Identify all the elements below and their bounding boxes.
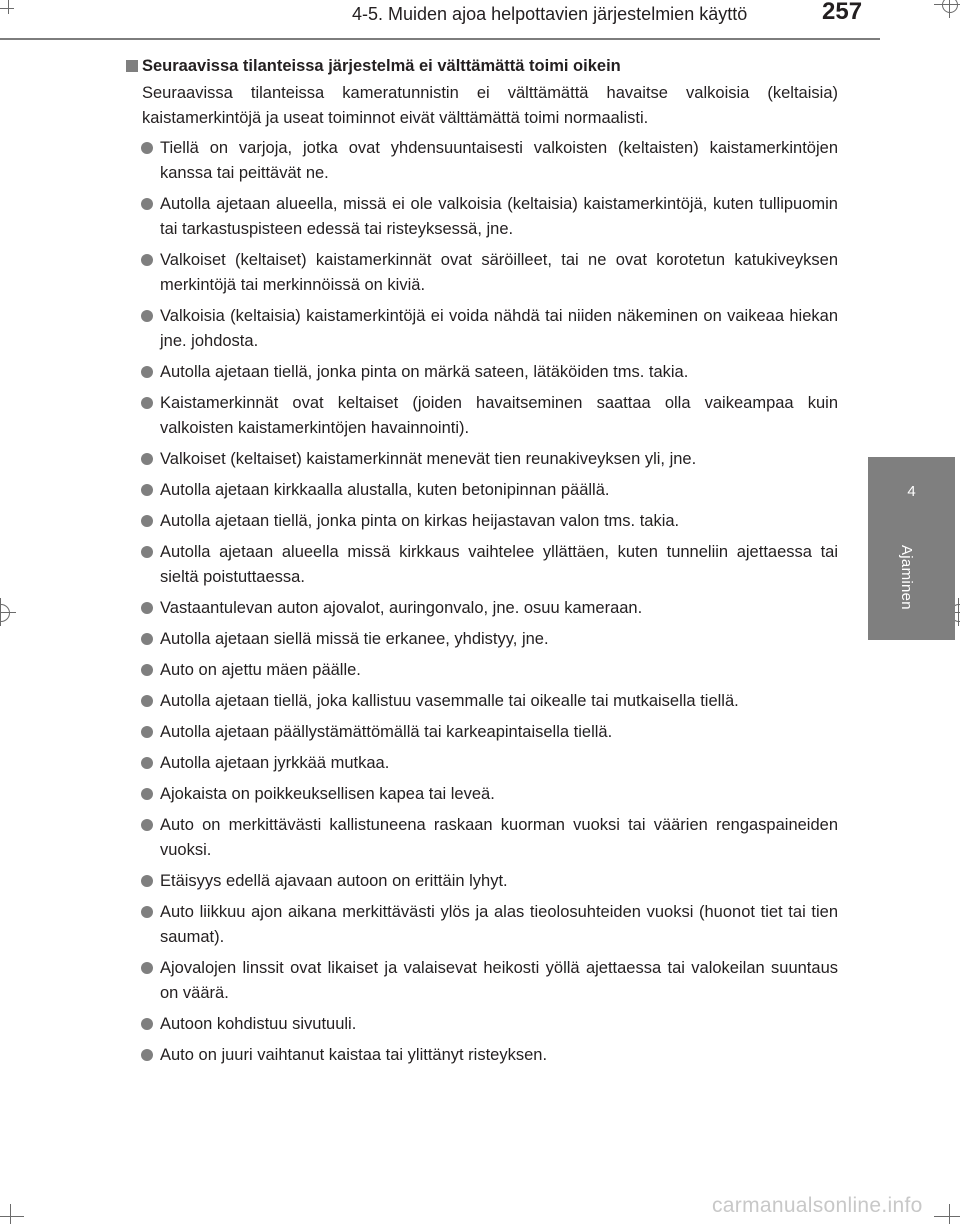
- list-item: [126, 304, 838, 354]
- list-item: [126, 192, 838, 242]
- list-item: [126, 869, 838, 894]
- list-item: [126, 900, 838, 950]
- list-item: [126, 248, 838, 298]
- square-bullet-icon: [126, 60, 138, 72]
- circle-bullet-icon: [141, 453, 153, 465]
- circle-bullet-icon: [141, 546, 153, 558]
- circle-bullet-icon: [141, 198, 153, 210]
- circle-bullet-icon: [141, 819, 153, 831]
- list-item-text: Valkoiset (keltaiset) kaistamerkinnät menevät tien reunakiveyksen yli, jne.: [160, 450, 697, 468]
- list-item: [126, 478, 838, 503]
- section-heading: [126, 54, 838, 79]
- circle-bullet-icon: [141, 695, 153, 707]
- list-item-text: Autolla ajetaan alueella missä kirkkaus vaihtelee yllättäen, kuten tunneliin ajettaessa tai sieltä poistuttaessa.: [160, 543, 838, 586]
- list-item: [126, 360, 838, 385]
- circle-bullet-icon: [141, 310, 153, 322]
- section-heading-text: Seuraavissa tilanteissa järjestelmä ei välttämättä toimi oikein: [142, 57, 621, 75]
- list-item-text: Ajokaista on poikkeuksellisen kapea tai leveä.: [160, 785, 495, 803]
- list-item: [126, 751, 838, 776]
- circle-bullet-icon: [141, 788, 153, 800]
- list-item: [126, 1012, 838, 1037]
- list-item-text: Valkoisia (keltaisia) kaistamerkintöjä ei voida nähdä tai niiden näkeminen on vaikeaa hiekan jne. johdosta.: [160, 307, 838, 350]
- list-item: [126, 540, 838, 590]
- circle-bullet-icon: [141, 254, 153, 266]
- list-item-text: Autolla ajetaan tiellä, jonka pinta on märkä sateen, lätäköiden tms. takia.: [160, 363, 689, 381]
- chapter-side-tab: [868, 457, 955, 640]
- list-item-text: Autolla ajetaan tiellä, joka kallistuu vasemmalle tai oikealle tai mutkaisella tiellä.: [160, 692, 739, 710]
- list-item: [126, 956, 838, 1006]
- list-item-text: Auto on ajettu mäen päälle.: [160, 661, 361, 679]
- circle-bullet-icon: [141, 875, 153, 887]
- circle-bullet-icon: [141, 664, 153, 676]
- list-item: [126, 391, 838, 441]
- list-item-text: Autoon kohdistuu sivutuuli.: [160, 1015, 357, 1033]
- list-item: [126, 782, 838, 807]
- list-item-text: Auto on merkittävästi kallistuneena raskaan kuorman vuoksi tai väärien rengaspaineiden vuoksi.: [160, 816, 838, 859]
- list-item: [126, 658, 838, 683]
- circle-bullet-icon: [141, 484, 153, 496]
- list-item-text: Autolla ajetaan siellä missä tie erkanee, yhdistyy, jne.: [160, 630, 549, 648]
- circle-bullet-icon: [141, 726, 153, 738]
- list-item-text: Autolla ajetaan jyrkkää mutkaa.: [160, 754, 390, 772]
- list-item-text: Kaistamerkinnät ovat keltaiset (joiden havaitseminen saattaa olla vaikeampaa kuin valkoisten kaistamerkintöjen havainnointi).: [160, 394, 838, 437]
- list-item: [126, 596, 838, 621]
- list-item: [126, 689, 838, 714]
- list-item: [126, 813, 838, 863]
- circle-bullet-icon: [141, 1049, 153, 1061]
- page-number: 257: [822, 0, 863, 25]
- watermark: carmanualsonline.info: [712, 1194, 923, 1217]
- list-item: [126, 447, 838, 472]
- section-intro: Seuraavissa tilanteissa kameratunnistin ei välttämättä havaitse valkoisia (keltaisia) kaistamerkintöjä ja useat toiminnot eivät välttämättä toimi normaalisti.: [142, 84, 838, 127]
- chapter-number: 4: [907, 483, 916, 500]
- circle-bullet-icon: [141, 142, 153, 154]
- page-content: [126, 54, 838, 1074]
- circle-bullet-icon: [141, 962, 153, 974]
- circle-bullet-icon: [141, 366, 153, 378]
- circle-bullet-icon: [141, 397, 153, 409]
- list-item-text: Autolla ajetaan kirkkaalla alustalla, kuten betonipinnan päällä.: [160, 481, 610, 499]
- chapter-label: Ajaminen: [898, 545, 915, 610]
- header-title: 4-5. Muiden ajoa helpottavien järjestelmien käyttö: [352, 4, 748, 24]
- circle-bullet-icon: [141, 1018, 153, 1030]
- list-item-text: Vastaantulevan auton ajovalot, auringonvalo, jne. osuu kameraan.: [160, 599, 643, 617]
- list-item: [126, 627, 838, 652]
- list-item-text: Tiellä on varjoja, jotka ovat yhdensuuntaisesti valkoisten (keltaisten) kaistamerkintöjen kanssa tai peittävät ne.: [160, 139, 838, 182]
- list-item: [126, 136, 838, 186]
- list-item: [126, 1043, 838, 1068]
- list-item-text: Ajovalojen linssit ovat likaiset ja valaisevat heikosti yöllä ajettaessa tai valokeilan suuntaus on väärä.: [160, 959, 838, 1002]
- list-item: [126, 720, 838, 745]
- circle-bullet-icon: [141, 633, 153, 645]
- list-item-text: Autolla ajetaan alueella, missä ei ole valkoisia (keltaisia) kaistamerkintöjä, kuten tullipuomin tai tarkastuspisteen edessä tai risteyksessä, jne.: [160, 195, 838, 238]
- header-rule: [0, 38, 880, 40]
- list-item-text: Etäisyys edellä ajavaan autoon on erittäin lyhyt.: [160, 872, 508, 890]
- list-item-text: Auto on juuri vaihtanut kaistaa tai ylittänyt risteyksen.: [160, 1046, 548, 1064]
- circle-bullet-icon: [141, 757, 153, 769]
- list-item-text: Autolla ajetaan tiellä, jonka pinta on kirkas heijastavan valon tms. takia.: [160, 512, 680, 530]
- list-item-text: Autolla ajetaan päällystämättömällä tai karkeapintaisella tiellä.: [160, 723, 613, 741]
- circle-bullet-icon: [141, 515, 153, 527]
- list-item-text: Auto liikkuu ajon aikana merkittävästi ylös ja alas tieolosuhteiden vuoksi (huonot tiet tai tien saumat).: [160, 903, 838, 946]
- list-item-text: Valkoiset (keltaiset) kaistamerkinnät ovat säröilleet, tai ne ovat korotetun katukiveyksen merkintöjä tai merkinnöissä on kiviä.: [160, 251, 838, 294]
- condition-list: [126, 136, 838, 1068]
- list-item: [126, 509, 838, 534]
- circle-bullet-icon: [141, 906, 153, 918]
- circle-bullet-icon: [141, 602, 153, 614]
